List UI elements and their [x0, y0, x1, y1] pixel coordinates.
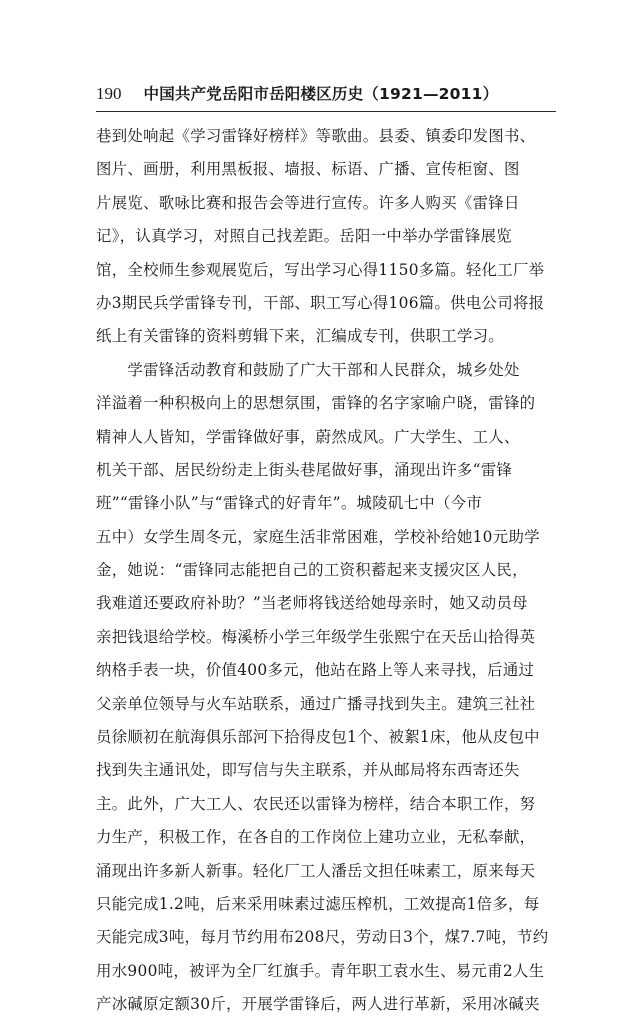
text-line: 记》，认真学习，对照自己找差距。岳阳一中举办学雷锋展览	[96, 227, 512, 246]
text-line: 五中）女学生周冬元，家庭生活非常困难，学校补给她10元助学	[96, 527, 540, 546]
text-line: 精神人人皆知，学雷锋做好事，蔚然成风。广大学生、工人、	[96, 427, 520, 446]
text-line: 主。此外，广大工人、农民还以雷锋为榜样，结合本职工作，努	[96, 794, 536, 813]
book-title: 中国共产党岳阳市岳阳楼区历史（1921—2011）	[143, 85, 499, 103]
text-line: 纸上有关雷锋的资料剪辑下来，汇编成专刊，供职工学习。	[96, 327, 504, 346]
text-line: 只能完成1.2吨，后来采用味素过滤压榨机，工效提高1倍多，每	[96, 894, 540, 913]
text-line: 馆，全校师生参观展览后，写出学习心得1150多篇。轻化工厂举	[96, 260, 545, 279]
text-line: 力生产，积极工作，在各自的工作岗位上建功立业，无私奉献，	[96, 828, 536, 847]
text-line: 用水900吨，被评为全厂红旗手。青年职工袁水生、易元甫2人生	[96, 961, 545, 980]
page-number: 190	[96, 84, 122, 103]
text-line: 机关干部、居民纷纷走上街头巷尾做好事，涌现出许多“雷锋	[96, 460, 513, 479]
running-header	[96, 82, 556, 108]
text-line: 员徐顺初在航海俱乐部河下拾得皮包1个、被絮1床，他从皮包中	[96, 728, 540, 747]
text-line: 涌现出许多新人新事。轻化厂工人潘岳文担任味素工，原来每天	[96, 861, 536, 880]
text-line: 金，她说：“雷锋同志能把自己的工资积蓄起来支援灾区人民，	[96, 561, 528, 580]
text-line: 纳格手表一块，价值400多元，他站在路上等人来寻找，后通过	[96, 661, 535, 680]
text-line: 天能完成3吨，每月节约用布208尺，劳动日3个，煤7.7吨，节约	[96, 928, 549, 947]
header-rule	[96, 111, 556, 112]
text-line: 洋溢着一种积极向上的思想氛围，雷锋的名字家喻户晓，雷锋的	[96, 394, 536, 413]
text-line: 我难道还要政府补助？”当老师将钱送给她母亲时，她又动员母	[96, 594, 528, 613]
text-line: 图片、画册，利用黑板报、墙报、标语、广播、宣传柜窗、图	[96, 160, 520, 179]
text-line: 巷到处响起《学习雷锋好榜样》等歌曲。县委、镇委印发图书、	[96, 127, 536, 145]
text-line: 学雷锋活动教育和鼓励了广大干部和人民群众，城乡处处	[96, 360, 520, 379]
body-text	[96, 120, 556, 1022]
text-line: 片展览、歌咏比赛和报告会等进行宣传。许多人购买《雷锋日	[96, 193, 520, 212]
text-line: 亲把钱退给学校。梅溪桥小学三年级学生张熙宁在天岳山拾得英	[96, 627, 536, 646]
text-line: 父亲单位领导与火车站联系，通过广播寻找到失主。建筑三社社	[96, 694, 536, 713]
text-line: 办3期民兵学雷锋专刊，干部、职工写心得106篇。供电公司将报	[96, 293, 545, 312]
text-line: 产冰碱原定额30斤，开展学雷锋后，两人进行革新，采用冰碱夹	[96, 995, 540, 1014]
text-line: 找到失主通讯处，即写信与失主联系，并从邮局将东西寄还失	[96, 761, 520, 780]
text-line: 班”“雷锋小队”与“雷锋式的好青年”。城陵矶七中（今市	[96, 494, 483, 513]
